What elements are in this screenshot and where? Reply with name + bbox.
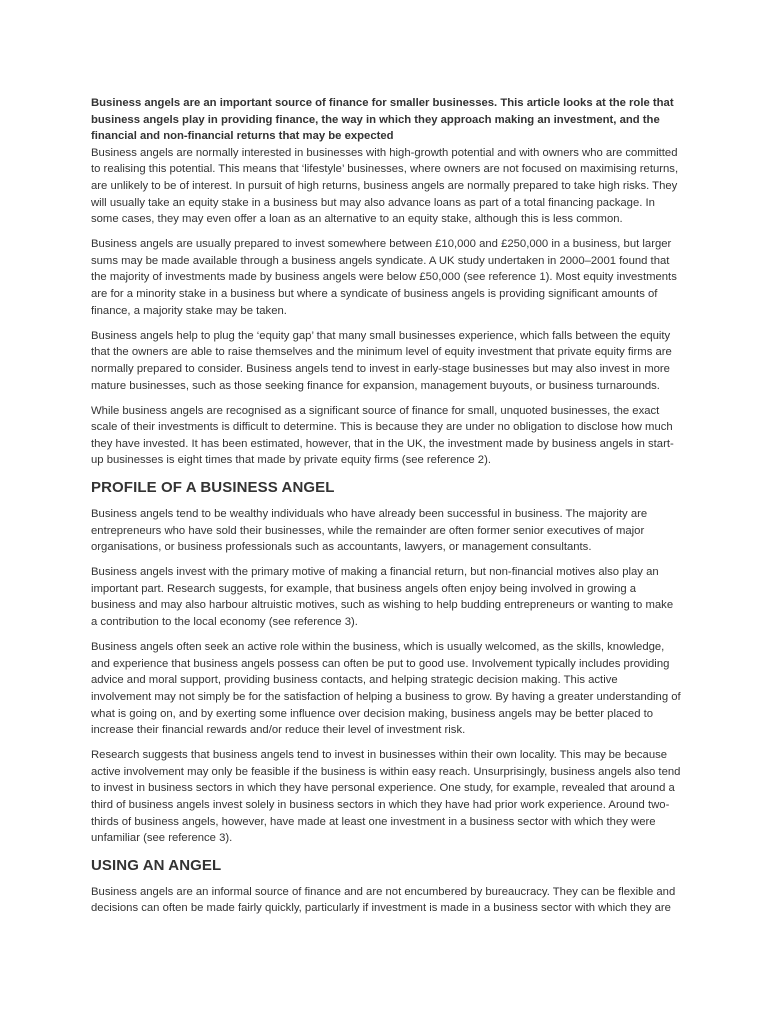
paragraph: Business angels are normally interested in businesses with high-growth potential and with owners who are committed to realising this potential. This means that ‘lifestyle’ businesses, where owners are not focused on maximising returns, are unlikely to be of interest. In pursuit of high returns, business angels are normally prepared to take high risks. They will usually take an equity stake in a business but may also advance loans as part of a total financing package. In some cases, they may even offer a loan as an alternative to an equity stake, although this is less common.: [91, 146, 679, 226]
paragraph: Business angels help to plug the ‘equity gap’ that many small businesses experience, which falls between the equity that the owners are able to raise themselves and the minimum level of equity investment that private equity firms are normally prepared to consider. Business angels tend to invest in early-stage businesses but may also invest in more mature businesses, such as those seeking finance for expansion, management buyouts, or business turnarounds.: [91, 329, 672, 392]
paragraph: Business angels are usually prepared to invest somewhere between £10,000 and £250,000 in a business, but larger sums may be made available through a business angels syndicate. A UK study undertaken in 2000–2001 found that the majority of investments made by business angels were below £50,000 (see reference 1). Most equity investments are for a minority stake in a business but where a syndicate of business angels is providing significant amounts of finance, a majority stake may be taken.: [91, 238, 677, 317]
paragraph: Business angels tend to be wealthy individuals who have already been successful in business. The majority are entrepreneurs who have sold their businesses, while the remainder are often former senior executives of major organisations, or business professionals such as accountants, lawyers, or management consultants.: [91, 507, 648, 554]
paragraph: While business angels are recognised as a significant source of finance for small, unquoted businesses, the exact scale of their investments is difficult to determine. This is because they are under no obligation to disclose how much they have invested. It has been estimated, however, that in the UK, the investment made by business angels in start-up businesses is eight times that made by private equity firms (see reference 2).: [91, 404, 674, 467]
article: [91, 95, 681, 925]
paragraph: Business angels are an informal source of finance and are not encumbered by bureaucracy. They can be flexible and decisions can often be made fairly quickly, particularly if investment is made in a business sector with which they are: [91, 885, 676, 915]
paragraph: Business angels often seek an active role within the business, which is usually welcomed, as the skills, knowledge, and experience that business angels possess can often be put to good use. Involvement typically includes providing advice and moral support, providing business contacts, and helping strategic decision making. This active involvement may not simply be for the satisfaction of helping a business to grow. By having a greater understanding of what is going on, and by exerting some influence over decision making, business angels may be better placed to increase their financial rewards and/or reduce their level of investment risk.: [91, 641, 681, 737]
paragraph: Research suggests that business angels tend to invest in businesses within their own locality. This may be because active involvement may only be feasible if the business is within easy reach. Unsurprisingly, business angels also tend to invest in business sectors in which they have personal experience. One study, for example, revealed that around a third of business angels invest solely in business sectors in which they have had prior work experience. Around two-thirds of business angels, however, have made at least one investment in a business sector with which they were unfamiliar (see reference 3).: [91, 749, 681, 845]
section-heading-profile: PROFILE OF A BUSINESS ANGEL: [91, 478, 335, 496]
article-intro: Business angels are an important source of finance for smaller businesses. This article looks at the role that business angels play in providing finance, the way in which they approach making an investment, and the financial and non-financial returns that may be expected: [91, 97, 674, 143]
section-heading-using-an-angel: USING AN ANGEL: [91, 856, 222, 874]
paragraph: Business angels invest with the primary motive of making a financial return, but non-financial motives also play an important part. Research suggests, for example, that business angels often enjoy being involved in growing a business and may also harbour altruistic motives, such as wishing to help budding entrepreneurs or wanting to make a contribution to the local economy (see reference 3).: [91, 566, 674, 629]
